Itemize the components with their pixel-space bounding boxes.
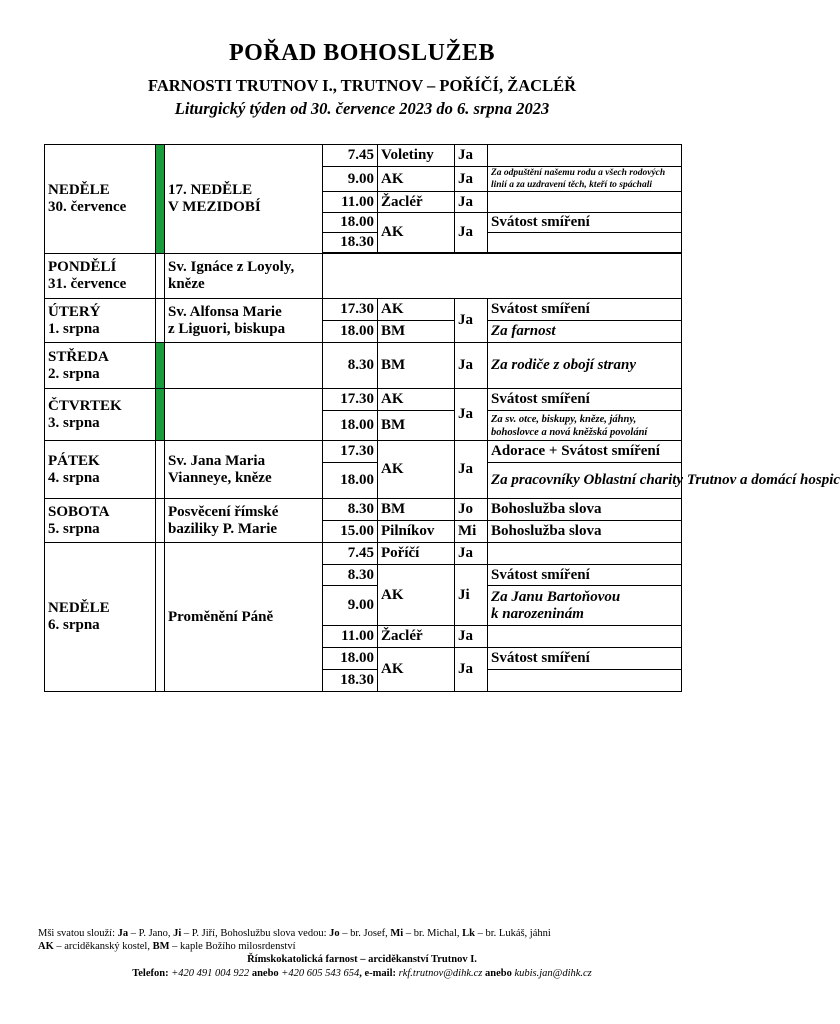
phone-link[interactable]: +420 491 004 922 xyxy=(171,968,250,979)
place-cell: Voletiny xyxy=(378,145,455,167)
schedule-table xyxy=(44,144,840,692)
place-cell: AK xyxy=(378,167,455,192)
footer-celebrants: Mši svatou slouží: Ja – P. Jano, Ji – P. Jiří, Bohoslužbu slova vedou: Jo – br. Josef, Mi – br. Michal, Lk – br. Lukáš, jáhni xyxy=(38,928,551,939)
place-cell: Pilníkov xyxy=(378,521,455,543)
time-cell: 11.00 xyxy=(323,626,378,648)
liturgical-color-marker xyxy=(156,499,165,543)
time-cell: 18.30 xyxy=(323,670,378,692)
priest-cell: Jo xyxy=(455,499,488,521)
day-cell: SOBOTA 5. srpna xyxy=(45,499,156,543)
phone-link[interactable]: +420 605 543 654 xyxy=(281,968,360,979)
time-cell: 18.30 xyxy=(323,233,378,253)
time-cell: 7.45 xyxy=(323,145,378,167)
note-cell: Za rodiče z obojí strany xyxy=(488,343,682,389)
day-cell: PÁTEK 4. srpna xyxy=(45,441,156,499)
liturgical-color-marker xyxy=(156,254,165,299)
email-link[interactable]: rkf.trutnov@dihk.cz xyxy=(398,968,483,979)
feast-cell: Sv. Ignáce z Loyoly, kněze xyxy=(165,254,323,299)
place-cell: Poříčí xyxy=(378,543,455,565)
place-cell: BM xyxy=(378,321,455,343)
time-cell: 9.00 xyxy=(323,167,378,192)
time-cell: 18.00 xyxy=(323,321,378,343)
feast-cell xyxy=(165,343,323,389)
note-cell: Bohoslužba slova xyxy=(488,499,682,521)
time-cell: 8.30 xyxy=(323,499,378,521)
day-cell: NEDĚLE 30. července xyxy=(45,145,156,254)
feast-cell: Sv. Alfonsa Marie z Liguori, biskupa xyxy=(165,299,323,343)
note-cell: Svátost smíření xyxy=(488,299,682,321)
place-cell: Žacléř xyxy=(378,626,455,648)
place-cell: Žacléř xyxy=(378,192,455,213)
note-cell: Za sv. otce, biskupy, kněze, jáhny, bohoslovce a nová kněžská povolání xyxy=(488,411,682,441)
note-cell xyxy=(488,670,682,692)
place-cell: BM xyxy=(378,411,455,441)
table-row xyxy=(45,254,682,299)
liturgical-color-marker xyxy=(156,441,165,499)
liturgical-color-marker xyxy=(156,543,165,692)
table-row xyxy=(45,389,682,411)
time-cell: 17.30 xyxy=(323,299,378,321)
note-cell xyxy=(488,192,682,213)
feast-cell: Proměnění Páně xyxy=(165,543,323,692)
page-title: POŘAD BOHOSLUŽEB xyxy=(228,40,496,66)
priest-cell: Ja xyxy=(455,648,488,692)
place-cell: AK xyxy=(378,648,455,692)
time-cell: 17.30 xyxy=(323,441,378,463)
liturgical-color-marker xyxy=(156,299,165,343)
note-cell: Adorace + Svátost smíření xyxy=(488,441,682,463)
note-cell xyxy=(488,543,682,565)
table-row xyxy=(45,499,682,521)
feast-cell: 17. NEDĚLE V MEZIDOBÍ xyxy=(165,145,323,254)
footer-parish: Římskokatolická farnost – arciděkanství Trutnov I. xyxy=(247,954,477,965)
priest-cell: Ja xyxy=(455,167,488,192)
note-cell: Bohoslužba slova xyxy=(488,521,682,543)
note-cell xyxy=(488,233,682,253)
day-cell: ČTVRTEK 3. srpna xyxy=(45,389,156,441)
priest-cell: Ja xyxy=(455,543,488,565)
time-cell: 8.30 xyxy=(323,343,378,389)
place-cell: AK xyxy=(378,441,455,499)
note-cell: Svátost smíření xyxy=(488,213,682,233)
note-cell: Svátost smíření xyxy=(488,648,682,670)
table-row xyxy=(45,441,682,463)
time-cell: 18.00 xyxy=(323,648,378,670)
empty-cell xyxy=(323,254,682,299)
liturgical-color-marker xyxy=(156,145,165,254)
note-cell: Za odpuštění našemu rodu a všech rodových linií a za uzdravení těch, kteří to spáchali xyxy=(488,167,682,192)
priest-cell: Ja xyxy=(455,389,488,441)
note-cell xyxy=(488,145,682,167)
time-cell: 11.00 xyxy=(323,192,378,213)
table-row xyxy=(45,299,682,321)
note-cell: Za farnost xyxy=(488,321,682,343)
footer-places: AK – arciděkanský kostel, BM – kaple Božího milosrdenství xyxy=(38,941,296,952)
feast-cell xyxy=(165,389,323,441)
feast-cell: Sv. Jana Maria Vianneye, kněze xyxy=(165,441,323,499)
time-cell: 18.00 xyxy=(323,411,378,441)
table-row xyxy=(45,543,682,565)
time-cell: 8.30 xyxy=(323,565,378,586)
priest-cell: Ji xyxy=(455,565,488,626)
note-cell xyxy=(488,626,682,648)
time-cell: 9.00 xyxy=(323,586,378,626)
place-cell: AK xyxy=(378,299,455,321)
table-row xyxy=(45,145,682,167)
priest-cell: Ja xyxy=(455,192,488,213)
note-cell: Za pracovníky Oblastní charity Trutnov a domácí hospic xyxy=(488,463,682,499)
priest-cell: Ja xyxy=(455,343,488,389)
email-link[interactable]: kubis.jan@dihk.cz xyxy=(514,968,592,979)
place-cell: BM xyxy=(378,499,455,521)
priest-cell: Ja xyxy=(455,299,488,343)
time-cell: 18.00 xyxy=(323,213,378,233)
feast-cell: Posvěcení římské baziliky P. Marie xyxy=(165,499,323,543)
place-cell: AK xyxy=(378,389,455,411)
day-cell: STŘEDA 2. srpna xyxy=(45,343,156,389)
time-cell: 18.00 xyxy=(323,463,378,499)
priest-cell: Ja xyxy=(455,213,488,253)
note-cell: Svátost smíření xyxy=(488,565,682,586)
footer-contacts: Telefon: +420 491 004 922 anebo +420 605 543 654, e-mail: rkf.trutnov@dihk.cz anebo kubis.jan@dihk.cz xyxy=(132,968,592,979)
time-cell: 7.45 xyxy=(323,543,378,565)
place-cell: AK xyxy=(378,213,455,253)
parish-subtitle: FARNOSTI TRUTNOV I., TRUTNOV – POŘÍČÍ, ŽACLÉŘ xyxy=(147,76,576,95)
note-cell: Za Janu Bartoňovou k narozeninám xyxy=(488,586,682,626)
day-cell: NEDĚLE 6. srpna xyxy=(45,543,156,692)
time-cell: 15.00 xyxy=(323,521,378,543)
liturgical-color-marker xyxy=(156,389,165,441)
priest-cell: Ja xyxy=(455,626,488,648)
priest-cell: Ja xyxy=(455,441,488,499)
day-cell: PONDĚLÍ 31. července xyxy=(45,254,156,299)
place-cell: AK xyxy=(378,565,455,626)
note-cell: Svátost smíření xyxy=(488,389,682,411)
priest-cell: Ja xyxy=(455,145,488,167)
priest-cell: Mi xyxy=(455,521,488,543)
table-row xyxy=(45,343,682,389)
place-cell: BM xyxy=(378,343,455,389)
time-cell: 17.30 xyxy=(323,389,378,411)
day-cell: ÚTERÝ 1. srpna xyxy=(45,299,156,343)
week-range: Liturgický týden od 30. července 2023 do 6. srpna 2023 xyxy=(174,99,550,118)
liturgical-color-marker xyxy=(156,343,165,389)
